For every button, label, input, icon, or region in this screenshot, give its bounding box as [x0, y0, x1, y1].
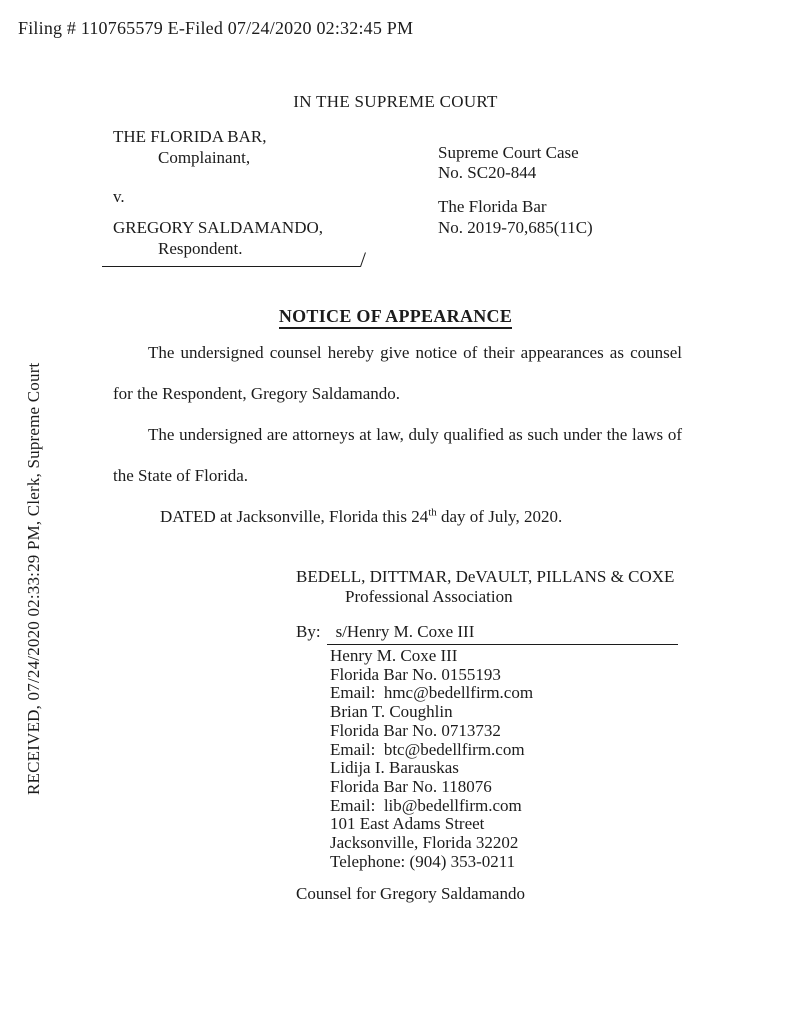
attorney-contact-line: Email: hmc@bedellfirm.com — [330, 683, 534, 703]
document-title-text: NOTICE OF APPEARANCE — [279, 306, 512, 329]
body-paragraph-1: The undersigned counsel hereby give notice of their appearances as counsel for the Respondent, Gregory Saldamando. — [113, 343, 682, 403]
document-title — [0, 306, 791, 327]
supreme-court-case-number: No. SC20-844 — [438, 163, 537, 182]
by-label: By: — [296, 622, 321, 641]
attorney-contact-line: Florida Bar No. 0155193 — [330, 664, 501, 684]
law-firm-name: BEDELL, DITTMAR, DeVAULT, PILLANS & COXE — [296, 567, 675, 586]
signed-name: s/Henry M. Coxe III — [335, 622, 475, 641]
florida-bar-number: No. 2019-70,685(11C) — [438, 218, 593, 237]
attorney-contact-block — [330, 647, 533, 871]
body-paragraph-2: The undersigned are attorneys at law, duly qualified as such under the laws of the State of Florida. — [113, 425, 682, 485]
attorney-contact-line: Telephone: (904) 353-0211 — [330, 851, 516, 871]
attorney-contact-line: Lidija I. Barauskas — [330, 758, 459, 778]
attorney-contact-line: Florida Bar No. 0713732 — [330, 720, 501, 740]
dated-prefix: DATED at Jacksonville, Florida this 24 — [160, 507, 429, 526]
court-title: IN THE SUPREME COURT — [293, 92, 498, 111]
attorney-contact-line: Email: lib@bedellfirm.com — [330, 795, 522, 815]
law-firm-block — [296, 567, 674, 607]
attorney-contact-line: 101 East Adams Street — [330, 814, 485, 834]
law-firm-subtitle: Professional Association — [345, 587, 513, 606]
signature-line — [327, 622, 678, 645]
attorney-contact-line: Jacksonville, Florida 32202 — [330, 833, 519, 853]
complainant-name: THE FLORIDA BAR, — [113, 127, 267, 146]
complainant-role: Complainant, — [158, 148, 251, 167]
respondent-role: Respondent. — [158, 239, 243, 258]
received-stamp-vertical: RECEIVED, 07/24/2020 02:33:29 PM, Clerk, Supreme Court — [24, 362, 43, 795]
dated-suffix: day of July, 2020. — [436, 507, 563, 526]
caption-rule-slash: / — [359, 247, 366, 273]
dated-ordinal-superscript: th — [428, 506, 437, 519]
supreme-court-case-label: Supreme Court Case — [438, 143, 579, 162]
respondent-name: GREGORY SALDAMANDO, — [113, 218, 323, 237]
attorney-contact-line: Henry M. Coxe III — [330, 646, 458, 665]
efiling-stamp: Filing # 110765579 E-Filed 07/24/2020 02:32:45 PM — [18, 18, 414, 38]
caption-rule-line — [102, 246, 360, 267]
counsel-for-line: Counsel for Gregory Saldamando — [296, 884, 525, 903]
florida-bar-label: The Florida Bar — [438, 197, 547, 216]
caption-rule — [102, 247, 366, 273]
versus-label: v. — [113, 187, 125, 206]
dated-line — [113, 496, 682, 537]
attorney-contact-line: Florida Bar No. 118076 — [330, 776, 492, 796]
signature-by-line — [296, 622, 678, 645]
attorney-contact-line: Brian T. Coughlin — [330, 702, 453, 722]
attorney-contact-line: Email: btc@bedellfirm.com — [330, 739, 525, 759]
document-body — [113, 332, 682, 537]
